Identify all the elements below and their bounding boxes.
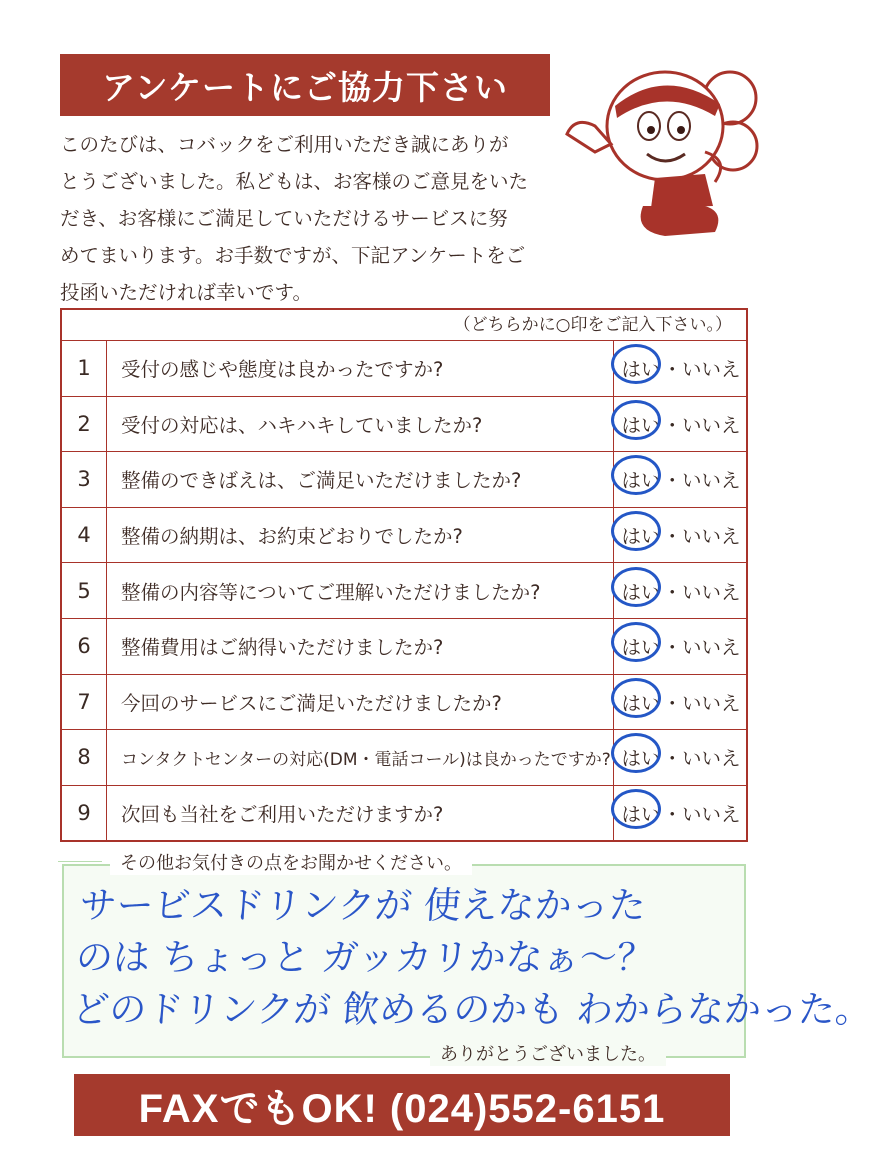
circle-mark	[611, 678, 661, 718]
answer-no[interactable]: いいえ	[682, 413, 741, 437]
page-title: アンケートにご協力下さい	[60, 54, 550, 116]
comment-label: その他お気付きの点をお聞かせください。	[110, 849, 472, 875]
intro-line: だき、お客様にご満足していただけるサービスに努	[60, 207, 508, 230]
answer-sep: ・	[662, 747, 682, 771]
answer-no[interactable]: いいえ	[682, 469, 741, 493]
question-row	[62, 452, 746, 508]
survey-table	[60, 308, 748, 842]
handwritten-comment	[70, 880, 874, 1036]
table-instruction: （どちらかに○印をご記入下さい。）	[62, 310, 746, 341]
answer-sep: ・	[662, 469, 682, 493]
question-number: 3	[62, 452, 107, 507]
answer-sep: ・	[662, 691, 682, 715]
answer-cell	[613, 563, 746, 618]
answer-yes[interactable]: はい	[619, 521, 662, 549]
intro-line: とうございました。私どもは、お客様のご意見をいた	[60, 170, 529, 193]
answer-yes[interactable]: はい	[619, 743, 662, 771]
handwritten-line: のは ちょっと ガッカリかなぁ～？	[74, 936, 656, 979]
answer-yes[interactable]: はい	[619, 632, 662, 660]
question-row	[62, 341, 746, 397]
answer-yes[interactable]: はい	[619, 688, 662, 716]
question-text: 整備の内容等についてご理解いただけましたか?	[121, 580, 541, 604]
intro-line: めてまいります。お手数ですが、下記アンケートをご	[60, 244, 526, 267]
answer-cell	[613, 341, 746, 396]
answer-yes[interactable]: はい	[619, 354, 662, 382]
thanks-label: ありがとうございました。	[430, 1040, 666, 1066]
answer-sep: ・	[662, 803, 682, 827]
question-text: 受付の感じや態度は良かったですか?	[121, 358, 444, 382]
question-number: 7	[62, 675, 107, 730]
question-row	[62, 563, 746, 619]
question-number: 8	[62, 730, 107, 785]
answer-no[interactable]: いいえ	[682, 525, 741, 549]
mascot-illustration	[555, 56, 760, 246]
answer-sep: ・	[662, 358, 682, 382]
question-text: 受付の対応は、ハキハキしていましたか?	[121, 413, 483, 437]
answer-yes[interactable]: はい	[619, 799, 662, 827]
question-number: 6	[62, 619, 107, 674]
handwritten-line: サービスドリンクが 使えなかった	[78, 884, 648, 927]
answer-cell	[613, 619, 746, 674]
question-text: コンタクトセンターの対応(DM・電話コール)は良かったですか?	[121, 749, 611, 770]
question-row	[62, 397, 746, 453]
question-row	[62, 675, 746, 731]
question-number: 5	[62, 563, 107, 618]
answer-no[interactable]: いいえ	[682, 803, 741, 827]
answer-yes[interactable]: はい	[619, 410, 662, 438]
question-row	[62, 730, 746, 786]
answer-sep: ・	[662, 580, 682, 604]
question-text: 整備のできばえは、ご満足いただけましたか?	[121, 469, 522, 493]
question-text: 今回のサービスにご満足いただけましたか?	[121, 691, 502, 715]
question-text: 整備費用はご納得いただけましたか?	[121, 636, 444, 660]
answer-no[interactable]: いいえ	[682, 691, 741, 715]
fax-banner: FAXでもOK! (024)552-6151	[74, 1074, 730, 1136]
intro-text	[60, 126, 560, 311]
intro-line: このたびは、コバックをご利用いただき誠にありが	[60, 133, 509, 156]
answer-cell	[613, 508, 746, 563]
answer-no[interactable]: いいえ	[682, 358, 741, 382]
answer-cell	[613, 397, 746, 452]
answer-cell	[613, 786, 746, 841]
answer-sep: ・	[662, 636, 682, 660]
intro-line: 投函いただければ幸いです。	[60, 281, 312, 304]
answer-yes[interactable]: はい	[619, 465, 662, 493]
answer-cell	[613, 452, 746, 507]
answer-sep: ・	[662, 413, 682, 437]
answer-cell	[613, 675, 746, 730]
circle-mark	[611, 400, 661, 440]
answer-yes[interactable]: はい	[619, 577, 662, 605]
circle-mark	[611, 567, 661, 607]
answer-no[interactable]: いいえ	[682, 580, 741, 604]
answer-sep: ・	[662, 525, 682, 549]
question-number: 2	[62, 397, 107, 452]
answer-no[interactable]: いいえ	[682, 747, 741, 771]
question-row	[62, 619, 746, 675]
question-row	[62, 786, 746, 841]
question-row	[62, 508, 746, 564]
handwritten-line: どのドリンクが 飲めるのかも わからなかった。	[70, 988, 874, 1031]
question-number: 9	[62, 786, 107, 841]
answer-cell	[613, 730, 746, 785]
question-text: 整備の納期は、お約束どおりでしたか?	[121, 525, 463, 549]
question-number: 1	[62, 341, 107, 396]
answer-no[interactable]: いいえ	[682, 636, 741, 660]
question-text: 次回も当社をご利用いただけますか?	[121, 803, 444, 827]
question-number: 4	[62, 508, 107, 563]
